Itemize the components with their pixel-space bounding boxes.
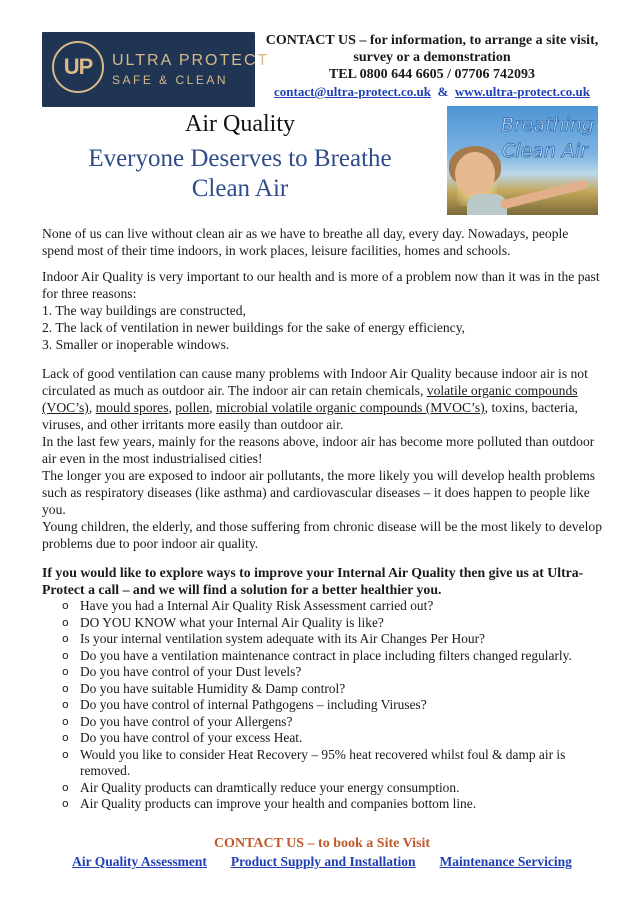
photo-text-line-2: Clean Air	[501, 140, 588, 162]
email-link[interactable]: contact@ultra-protect.co.uk	[274, 84, 431, 99]
contact-telephone: TEL 0800 644 6605 / 07706 742093	[328, 67, 536, 82]
photo-text-line-1: Breathing	[500, 114, 594, 136]
circle-bullet-icon: o	[62, 648, 69, 662]
child-face	[455, 152, 495, 196]
list-item	[62, 598, 602, 615]
question-text: Have you had a Internal Air Quality Risk Assessment carried out?	[80, 598, 434, 613]
list-item	[62, 730, 602, 747]
ventilation-paragraph-4: Young children, the elderly, and those suffering from chronic disease will be the most likely to develop problems due to poor indoor air quality.	[42, 519, 602, 551]
company-logo	[42, 32, 270, 107]
footer-contact: CONTACT US – to book a Site Visit	[213, 836, 431, 851]
contact-links	[262, 83, 602, 100]
circle-bullet-icon: o	[62, 797, 69, 810]
list-item	[62, 615, 602, 632]
circle-bullet-icon: o	[62, 698, 69, 711]
service-product-supply: Product Supply and Installation	[230, 854, 416, 869]
question-text: Air Quality products can dramtically reduce your energy consumption.	[80, 779, 460, 795]
separator: ,	[168, 400, 176, 415]
reason-1: 1. The way buildings are constructed,	[42, 303, 246, 318]
service-air-quality-assessment: Air Quality Assessment	[72, 854, 207, 869]
breathing-clean-air-photo	[447, 106, 598, 215]
call-to-action: If you would like to explore ways to improve your Internal Air Quality then give us at Ultra-Protect a call – and we will find a solution for a better healthier you.	[42, 565, 584, 597]
reason-3: 3. Smaller or inoperable windows.	[42, 337, 230, 352]
mould-spores-link: mould spores	[95, 400, 169, 415]
question-text: Air Quality products can improve your health and companies bottom line.	[80, 796, 477, 811]
service-maintenance: Maintenance Servicing	[439, 854, 572, 869]
ventilation-paragraph-1	[42, 365, 602, 433]
iaq-section	[42, 268, 602, 353]
list-item	[62, 714, 602, 731]
question-text: Is your internal ventilation system adequate with its Air Changes Per Hour?	[80, 631, 485, 646]
ventilation-paragraph-3: The longer you are exposed to indoor air pollutants, the more likely you will develop health problems such as respiratory diseases (like asthma) and cardiovascular diseases – it does happen to people like you.	[42, 468, 596, 517]
ventilation-text-start: Lack of good ventilation can cause many problems with Indoor Air Quality because indoor air is not circulated as much as outdoor air. The indoor air can retain chemicals,	[42, 366, 588, 398]
intro-paragraph	[42, 225, 602, 259]
mvoc-link: microbial volatile organic compounds (MVOC’s)	[216, 400, 485, 415]
question-text: Do you have control of your excess Heat.	[80, 730, 303, 745]
circle-bullet-icon: o	[62, 665, 69, 678]
list-item	[62, 631, 602, 648]
circle-bullet-icon: o	[62, 780, 69, 794]
intro-text: None of us can live without clean air as we have to breathe all day, every day. Nowadays, people spend most of their time indoors, in work places, leisure facilities, homes and schools.	[42, 226, 569, 258]
circle-bullet-icon: o	[62, 681, 69, 695]
contact-line-2: survey or a demonstration	[353, 50, 511, 65]
question-text: DO YOU KNOW what your Internal Air Quality is like?	[80, 614, 384, 630]
circle-bullet-icon: o	[62, 747, 69, 761]
logo-tagline: SAFE & CLEAN	[112, 73, 229, 87]
child-arm	[499, 179, 589, 210]
question-text: Do you have control of your Allergens?	[80, 713, 293, 729]
logo-monogram: UP	[52, 41, 104, 93]
list-item	[62, 664, 602, 681]
iaq-lead: Indoor Air Quality is very important to our health and is more of a problem now than it was in the past for three reasons:	[42, 269, 600, 301]
ventilation-section	[42, 365, 602, 552]
separator: ,	[88, 400, 96, 415]
list-item	[62, 681, 602, 698]
question-text: Do you have control of your Dust levels?	[80, 664, 302, 679]
pollen-link: pollen	[175, 400, 210, 415]
question-text: Would you like to consider Heat Recovery – 95% heat recovered whilst foul & damp air is removed.	[80, 746, 566, 778]
question-text: Do you have a ventilation maintenance contract in place including filters changed regularly.	[80, 647, 572, 663]
page-title: Air Quality	[185, 111, 295, 137]
contact-block	[262, 32, 602, 100]
subtitle-line-2: Clean Air	[191, 175, 289, 202]
question-text: Do you have control of internal Pathgogens – including Viruses?	[80, 697, 427, 712]
separator: ,	[209, 400, 217, 415]
circle-bullet-icon: o	[62, 599, 69, 612]
subtitle-line-1: Everyone Deserves to Breathe	[88, 145, 392, 172]
ampersand: &	[437, 84, 449, 99]
list-item	[62, 648, 602, 665]
footer-services	[42, 854, 602, 870]
list-item	[62, 747, 602, 780]
ventilation-paragraph-2: In the last few years, mainly for the reasons above, indoor air has become more polluted than outdoor air even in the most industrialised cities!	[42, 434, 595, 466]
list-item	[62, 796, 602, 813]
question-list	[62, 598, 602, 813]
list-item	[62, 780, 602, 797]
voc-link: volatile organic compounds (VOC’s)	[42, 383, 578, 415]
ventilation-text-end: , toxins, bacteria, viruses, and other irritants more easily than outdoor air.	[42, 400, 578, 432]
list-item	[62, 697, 602, 714]
logo-company-name: ULTRA PROTECT	[112, 52, 270, 69]
circle-bullet-icon: o	[62, 714, 69, 728]
reason-2: 2. The lack of ventilation in newer buildings for the sake of energy efficiency,	[42, 320, 466, 335]
circle-bullet-icon: o	[62, 632, 69, 645]
circle-bullet-icon: o	[62, 731, 69, 744]
website-link[interactable]: www.ultra-protect.co.uk	[454, 84, 590, 99]
contact-line-1: CONTACT US – for information, to arrange a site visit,	[265, 33, 599, 48]
question-text: Do you have suitable Humidity & Damp control?	[80, 680, 346, 696]
page-subtitle	[60, 144, 420, 204]
circle-bullet-icon: o	[62, 615, 69, 629]
